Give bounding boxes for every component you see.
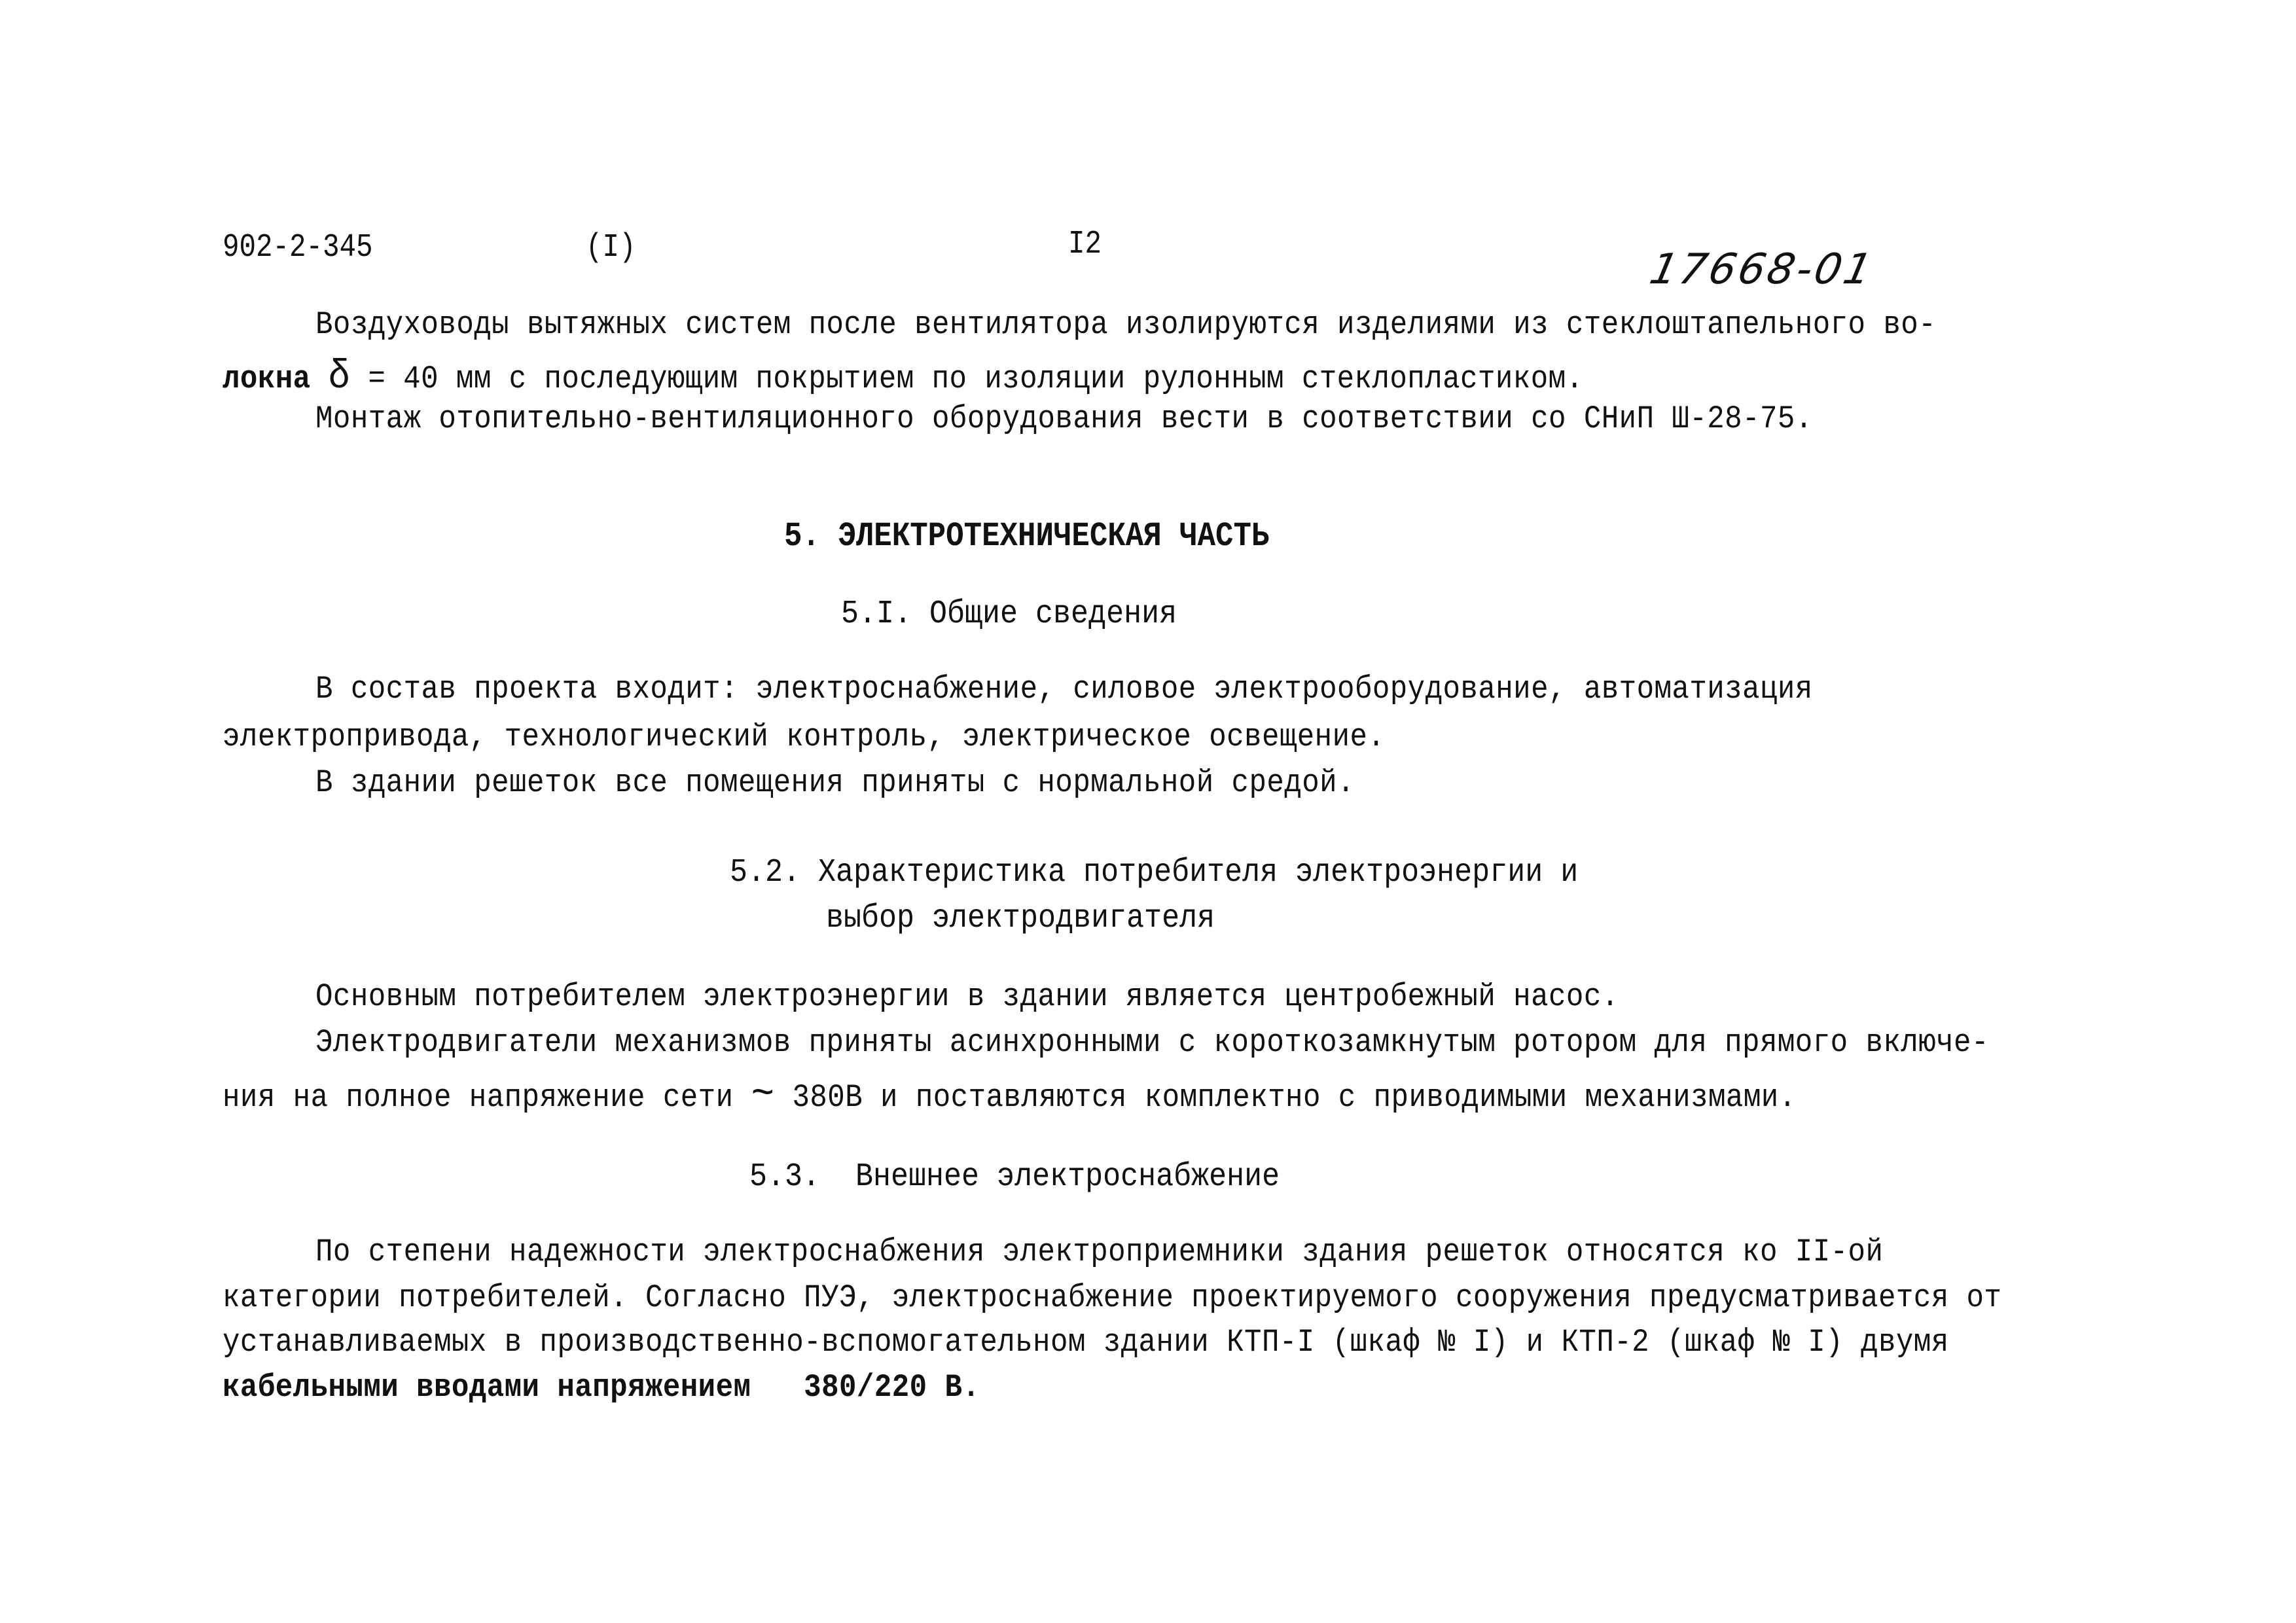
document-code: 902-2-345: [223, 229, 373, 266]
text-segment: = 40 мм с последующим покрытием по изоляции рулонным стеклопластиком.: [350, 361, 1584, 397]
paragraph-5-1-line3: В здании решеток все помещения приняты с нормальной средой.: [315, 764, 1355, 801]
subsection-heading-5-3: 5.3. Внешнее электроснабжение: [749, 1158, 1280, 1196]
subsection-heading-5-2-line2: выбор электродвигателя: [826, 900, 1215, 937]
section-heading: 5. ЭЛЕКТРОТЕХНИЧЕСКАЯ ЧАСТЬ: [784, 517, 1270, 556]
text-segment: локна: [223, 361, 329, 397]
paragraph-5-1-line2: электропривода, технологический контроль, электрическое освещение.: [223, 719, 1386, 755]
paragraph-installation: Монтаж отопительно-вентиляционного оборудования вести в соответствии со СНиП Ш-28-75.: [315, 401, 1813, 437]
volume-number: (I): [586, 229, 636, 266]
delta-symbol: δ: [328, 353, 351, 400]
paragraph-5-1-line1: В состав проекта входит: электроснабжение, силовое электрооборудование, автоматизация: [315, 671, 1813, 707]
handwritten-inventory-number: 17668-01: [1645, 245, 1879, 294]
paragraph-ducts-line1: Воздуховоды вытяжных систем после вентилятора изолируются изделиями из стеклоштапельного во-: [315, 306, 1937, 343]
text-segment: 380В и поставляются комплектно с приводимыми механизмами.: [774, 1079, 1797, 1116]
page-number: I2: [1068, 226, 1102, 263]
paragraph-5-2-line2: Электродвигатели механизмов приняты асинхронными с короткозамкнутым ротором для прямого включе-: [315, 1024, 1989, 1061]
paragraph-5-2-line1: Основным потребителем электроэнергии в здании является центробежный насос.: [315, 978, 1619, 1015]
paragraph-ducts-line2: [223, 353, 1583, 400]
paragraph-5-3-line2: категории потребителей. Согласно ПУЭ, электроснабжение проектируемого сооружения предусматривается от: [223, 1279, 2002, 1316]
subsection-heading-5-2-line1: 5.2. Характеристика потребителя электроэнергии и: [730, 854, 1579, 891]
paragraph-5-3-line3: устанавливаемых в производственно-вспомогательном здании КТП-I (шкаф № I) и КТП-2 (шкаф № I) двумя: [223, 1324, 1949, 1361]
paragraph-5-3-line1: По степени надежности электроснабжения электроприемники здания решеток относятся ко II-ой: [315, 1234, 1884, 1270]
paragraph-5-2-line3: [223, 1070, 1797, 1119]
alternating-current-symbol: ~: [751, 1070, 775, 1119]
text-segment: ния на полное напряжение сети: [223, 1079, 751, 1116]
paragraph-5-3-line4: кабельными вводами напряжением 380/220 В.: [223, 1369, 980, 1406]
subsection-heading-5-1: 5.I. Общие сведения: [841, 596, 1177, 633]
